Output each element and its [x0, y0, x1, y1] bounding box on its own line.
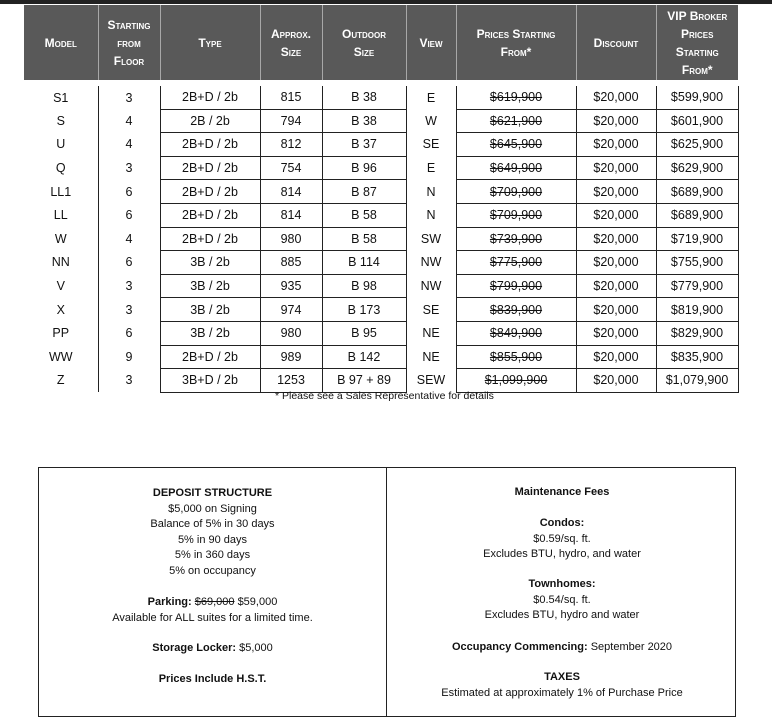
header-size-line: Approx.	[270, 26, 311, 41]
parking-info	[39, 595, 386, 626]
cell-type: 2B+D / 2b	[160, 133, 260, 157]
cell-model: WW	[48, 349, 73, 364]
header-vip-line: Starting	[675, 44, 719, 59]
deposit-structure	[39, 486, 386, 579]
maintenance-title: Maintenance Fees	[514, 486, 610, 498]
cell-discount: $20,000	[576, 274, 656, 298]
table-header-row	[24, 5, 738, 80]
header-size	[260, 5, 322, 80]
deposit-title: DEPOSIT STRUCTURE	[152, 487, 273, 499]
cell-price	[456, 298, 576, 322]
original-price: $799,900	[489, 279, 543, 294]
cell-discount: $20,000	[576, 345, 656, 369]
condos-title: Condos:	[539, 517, 585, 529]
cell-size: 980	[260, 227, 322, 251]
hst-note: Prices Include H.S.T.	[158, 673, 267, 685]
cell-model: X	[56, 302, 65, 317]
cell-floor: 6	[98, 180, 160, 204]
header-price-line: Prices Starting	[476, 26, 556, 41]
original-price: $649,900	[489, 161, 543, 176]
cell-outdoor: B 87	[322, 180, 406, 204]
cell-model: V	[56, 279, 65, 294]
cell-price	[456, 156, 576, 180]
cell-size: 1253	[260, 369, 322, 393]
cell-type: 3B+D / 2b	[160, 369, 260, 393]
table-row	[24, 274, 738, 298]
header-view: View	[406, 5, 456, 80]
cell-price	[456, 203, 576, 227]
deposit-line: 5% on occupancy	[169, 564, 256, 577]
header-vip-line: Prices	[681, 26, 714, 41]
cell-size: 989	[260, 345, 322, 369]
cell-discount: $20,000	[576, 180, 656, 204]
cell-view: E	[406, 156, 456, 180]
table-row	[24, 203, 738, 227]
cell-floor: 3	[98, 156, 160, 180]
cell-model: Q	[55, 161, 66, 176]
original-price: $709,900	[489, 184, 543, 199]
cell-discount: $20,000	[576, 251, 656, 275]
header-discount: Discount	[576, 5, 656, 80]
table-footnote: * Please see a Sales Representative for details	[275, 390, 494, 402]
cell-price	[456, 86, 576, 109]
condos-rate: $0.59/sq. ft.	[533, 532, 591, 545]
cell-floor: 3	[98, 298, 160, 322]
cell-view: NE	[406, 321, 456, 345]
cell-outdoor: B 58	[322, 227, 406, 251]
deposit-line: 5% in 360 days	[174, 549, 251, 561]
cell-outdoor: B 142	[322, 345, 406, 369]
cell-discount: $20,000	[576, 203, 656, 227]
deposit-line: Balance of 5% in 30 days	[150, 518, 275, 530]
townhomes-rate: $0.54/sq. ft.	[533, 593, 591, 606]
deposit-line: $5,000 on Signing	[168, 502, 257, 515]
cell-view: N	[406, 180, 456, 204]
cell-size: 794	[260, 109, 322, 133]
header-floor-line: from	[117, 35, 141, 50]
cell-floor: 3	[98, 369, 160, 393]
cell-price	[456, 345, 576, 369]
occupancy-label: Occupancy Commencing:	[451, 641, 588, 653]
cell-view: NW	[406, 251, 456, 275]
cell-price	[456, 227, 576, 251]
cell-price	[456, 133, 576, 157]
cell-vip: $719,900	[656, 227, 738, 251]
cell-model: PP	[52, 326, 70, 341]
table-row	[24, 345, 738, 369]
cell-type: 3B / 2b	[160, 298, 260, 322]
cell-vip: $599,900	[656, 86, 738, 109]
cell-model: LL	[53, 208, 68, 223]
cell-vip: $1,079,900	[656, 369, 738, 393]
cell-model: LL1	[50, 184, 72, 199]
original-price: $709,900	[489, 208, 543, 223]
cell-type: 2B+D / 2b	[160, 227, 260, 251]
cell-type: 3B / 2b	[160, 274, 260, 298]
original-price: $621,900	[489, 113, 543, 128]
table-row	[24, 180, 738, 204]
parking-label: Parking:	[147, 596, 192, 608]
cell-floor: 6	[98, 251, 160, 275]
cell-type: 2B+D / 2b	[160, 180, 260, 204]
cell-view: SE	[406, 298, 456, 322]
header-price	[456, 5, 576, 80]
cell-view: NE	[406, 345, 456, 369]
cell-price	[456, 274, 576, 298]
cell-vip: $689,900	[656, 180, 738, 204]
table-row	[24, 321, 738, 345]
cell-price	[456, 180, 576, 204]
cell-size: 814	[260, 180, 322, 204]
cell-outdoor: B 96	[322, 156, 406, 180]
cell-floor: 4	[98, 133, 160, 157]
townhomes-info	[387, 577, 737, 624]
cell-type: 3B / 2b	[160, 321, 260, 345]
original-price: $839,900	[489, 302, 543, 317]
condos-info	[387, 516, 737, 563]
cell-discount: $20,000	[576, 321, 656, 345]
cell-size: 885	[260, 251, 322, 275]
original-price: $849,900	[489, 326, 543, 341]
cell-type: 3B / 2b	[160, 251, 260, 275]
header-type: Type	[160, 5, 260, 80]
cell-discount: $20,000	[576, 156, 656, 180]
header-outdoor-line: Outdoor	[342, 26, 386, 41]
cell-floor: 9	[98, 345, 160, 369]
cell-discount: $20,000	[576, 369, 656, 393]
occupancy-info	[387, 640, 737, 656]
storage-label: Storage Locker:	[152, 642, 237, 654]
original-price: $855,900	[489, 349, 543, 364]
cell-model: U	[56, 137, 66, 152]
original-price: $645,900	[489, 137, 543, 152]
pricing-table	[24, 5, 739, 393]
header-price-line: From*	[500, 44, 532, 59]
cell-type: 2B / 2b	[160, 109, 260, 133]
cell-price	[456, 251, 576, 275]
header-vip-line: From*	[681, 62, 713, 77]
cell-type: 2B+D / 2b	[160, 345, 260, 369]
cell-price	[456, 369, 576, 393]
header-size-line: Size	[280, 44, 302, 59]
cell-vip: $755,900	[656, 251, 738, 275]
cell-price	[456, 321, 576, 345]
cell-vip: $829,900	[656, 321, 738, 345]
top-rule	[0, 0, 772, 4]
cell-model: S	[56, 113, 65, 128]
cell-view: E	[406, 86, 456, 109]
cell-vip: $819,900	[656, 298, 738, 322]
occupancy-value: September 2020	[590, 641, 673, 653]
deposit-line: 5% in 90 days	[177, 533, 248, 546]
cell-floor: 6	[98, 203, 160, 227]
cell-price	[456, 109, 576, 133]
townhomes-title: Townhomes:	[528, 578, 596, 590]
original-price: $739,900	[489, 231, 543, 246]
table-row	[24, 156, 738, 180]
cell-discount: $20,000	[576, 298, 656, 322]
cell-vip: $625,900	[656, 133, 738, 157]
cell-view: SW	[406, 227, 456, 251]
cell-vip: $689,900	[656, 203, 738, 227]
cell-view: NW	[406, 274, 456, 298]
cell-model: Z	[56, 373, 65, 388]
cell-outdoor: B 173	[322, 298, 406, 322]
header-model: Model	[24, 5, 98, 80]
cell-size: 935	[260, 274, 322, 298]
cell-outdoor: B 95	[322, 321, 406, 345]
cell-size: 815	[260, 86, 322, 109]
cell-size: 980	[260, 321, 322, 345]
cell-vip: $601,900	[656, 109, 738, 133]
cell-view: N	[406, 203, 456, 227]
cell-discount: $20,000	[576, 86, 656, 109]
cell-model: NN	[51, 255, 70, 270]
parking-old-price: $69,000	[194, 596, 235, 608]
header-outdoor	[322, 5, 406, 80]
cell-discount: $20,000	[576, 133, 656, 157]
cell-size: 814	[260, 203, 322, 227]
taxes-title: TAXES	[544, 671, 580, 683]
cell-vip: $629,900	[656, 156, 738, 180]
cell-view: W	[406, 109, 456, 133]
parking-note: Available for ALL suites for a limited time.	[112, 611, 313, 624]
header-vip	[656, 5, 738, 80]
original-price: $619,900	[489, 90, 543, 105]
header-floor-line: Starting	[107, 17, 151, 32]
cell-model: S1	[53, 90, 69, 105]
cell-view: SE	[406, 133, 456, 157]
table-row	[24, 369, 738, 393]
cell-outdoor: B 58	[322, 203, 406, 227]
cell-model: W	[54, 231, 67, 246]
table-row	[24, 109, 738, 133]
cell-vip: $835,900	[656, 345, 738, 369]
cell-floor: 6	[98, 321, 160, 345]
storage-value: $5,000	[239, 642, 273, 654]
header-outdoor-line: Size	[353, 44, 375, 59]
cell-outdoor: B 38	[322, 86, 406, 109]
table-row	[24, 86, 738, 109]
cell-type: 2B+D / 2b	[160, 86, 260, 109]
townhomes-note: Excludes BTU, hydro and water	[484, 609, 640, 621]
original-price: $775,900	[489, 255, 543, 270]
cell-view: SEW	[406, 369, 456, 393]
cell-outdoor: B 97 + 89	[322, 369, 406, 393]
taxes-note: Estimated at approximately 1% of Purchase Price	[441, 686, 683, 699]
info-box	[38, 467, 736, 717]
cell-type: 2B+D / 2b	[160, 156, 260, 180]
table-row	[24, 227, 738, 251]
table-row	[24, 133, 738, 157]
cell-discount: $20,000	[576, 109, 656, 133]
cell-size: 754	[260, 156, 322, 180]
cell-floor: 4	[98, 227, 160, 251]
header-floor	[98, 5, 160, 80]
cell-outdoor: B 38	[322, 109, 406, 133]
cell-vip: $779,900	[656, 274, 738, 298]
cell-outdoor: B 98	[322, 274, 406, 298]
taxes-info	[387, 670, 737, 701]
storage-info	[39, 641, 386, 657]
condos-note: Excludes BTU, hydro, and water	[483, 548, 641, 560]
original-price: $1,099,900	[484, 373, 548, 388]
cell-outdoor: B 37	[322, 133, 406, 157]
cell-floor: 3	[98, 86, 160, 109]
table-row	[24, 298, 738, 322]
header-floor-line: Floor	[113, 53, 145, 68]
cell-floor: 4	[98, 109, 160, 133]
cell-discount: $20,000	[576, 227, 656, 251]
table-row	[24, 251, 738, 275]
parking-new-price: $59,000	[237, 596, 278, 608]
header-vip-line: VIP Broker	[667, 8, 728, 23]
cell-floor: 3	[98, 274, 160, 298]
cell-type: 2B+D / 2b	[160, 203, 260, 227]
cell-size: 812	[260, 133, 322, 157]
cell-outdoor: B 114	[322, 251, 406, 275]
cell-size: 974	[260, 298, 322, 322]
